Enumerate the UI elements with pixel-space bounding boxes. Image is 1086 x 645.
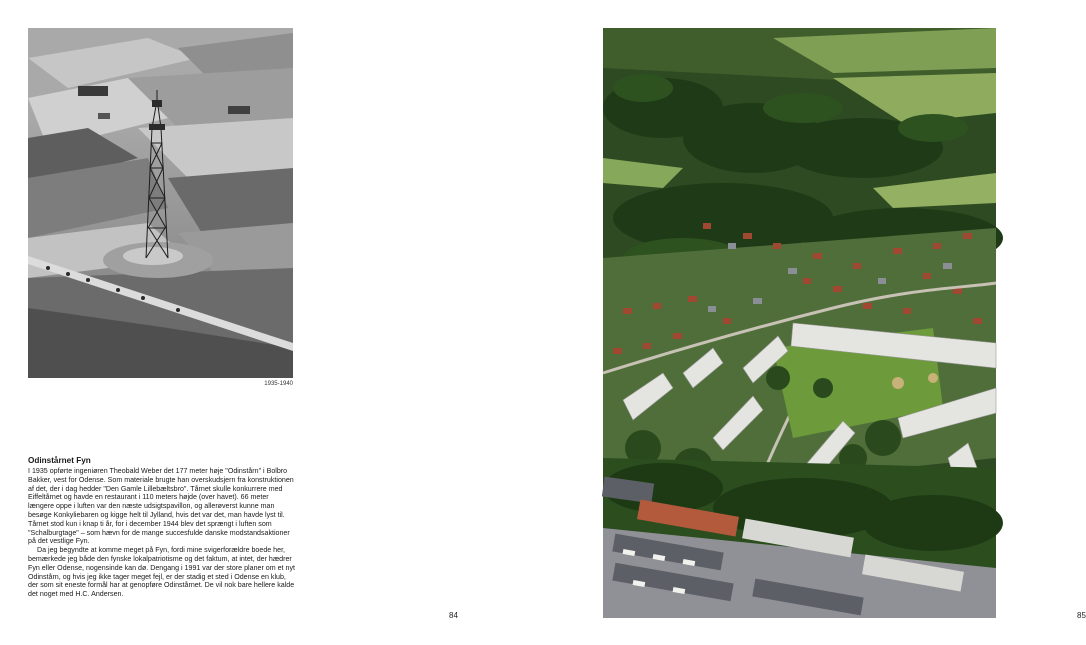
photo-caption: 1935-1940 (264, 381, 293, 387)
article-paragraph: I 1935 opførte ingeniøren Theobald Weber det 177 meter høje "Odinstårn" i Bolbro Bakker, vest for Odense. Som materiale brugte han overskudsjern fra konstruktionen af det, der i dag hedder "Den Gamle Lillebæltsbro". Tårnet skulle konkurrere med Eiffeltårnet og havde en restaurant i 110 meters højde (over havet). 66 meter længere oppe i luften var den næste udsigtspavillon, og allerøverst kunne man besøge Konkyliebaren og kigge helt til Jylland, hvis det var det, man havde lyst til. Tårnet stod kun i knap ti år, for i december 1944 blev det sprængt i luften som "Schalburgtage" – som hævn for de mange succesfulde danske modstandsaktioner på det vestlige Fyn. (28, 467, 294, 546)
page-number-right: 85 (1077, 611, 1086, 620)
article-paragraph: Da jeg begyndte at komme meget på Fyn, fordi mine svigerforældre boede her, bemærkede jeg både den fynske lokalpatriotisme og det faktum, at intet, der hædrer Fyn eller Odense, nogensinde kan dø. Dengang i 1991 var der store planer om et nyt Odinstårn, og hvis jeg ikke tager meget fejl, er der stadig et sted i Odense en klub, der som sit eneste formål har at genopføre Odinstårnet. De vil nok bare hellere kalde det noget med H.C. Andersen. (28, 546, 295, 599)
historic-tower-photo (28, 28, 293, 378)
aerial-housing-photo (603, 28, 996, 618)
page-number-left: 84 (449, 611, 458, 620)
article-body (28, 467, 296, 599)
left-page (0, 0, 512, 645)
article-title: Odinstårnet Fyn (28, 456, 91, 465)
article (28, 456, 296, 599)
